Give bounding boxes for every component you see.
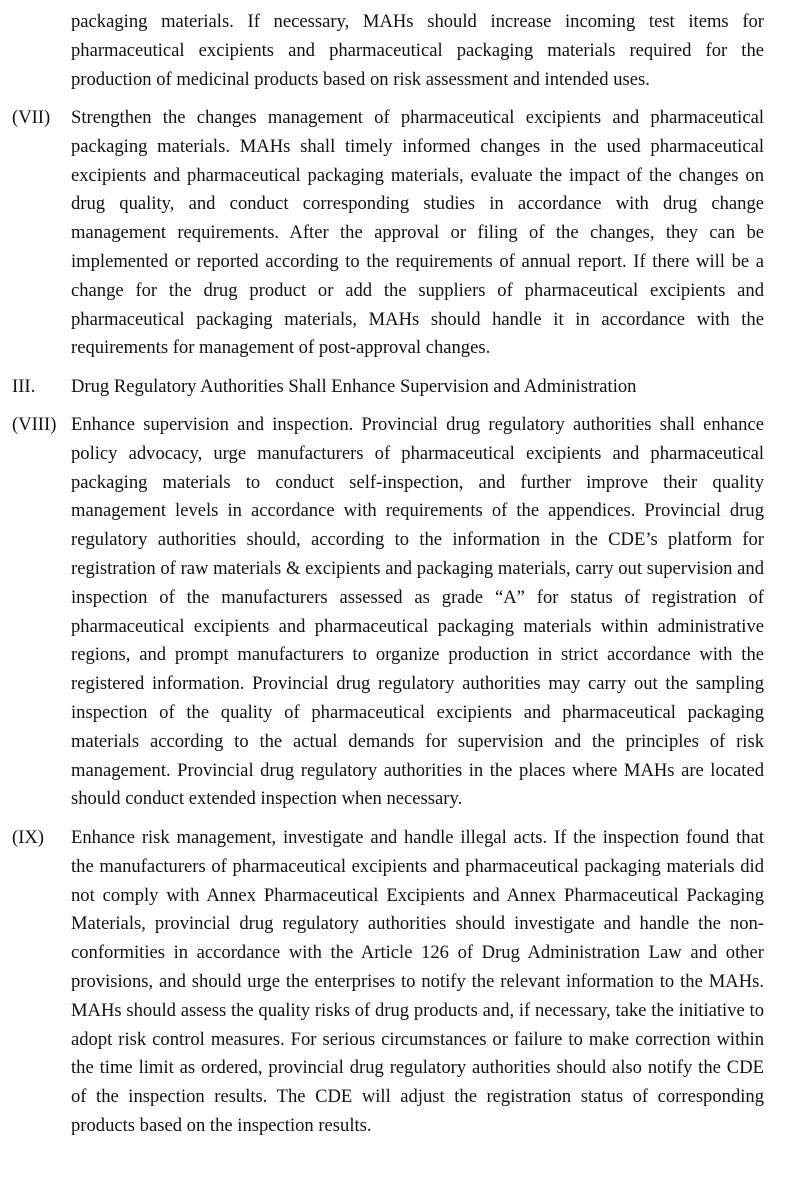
paragraph-number: (VII) [12, 107, 51, 128]
paragraph-number: (VIII) [12, 414, 57, 435]
section-number: III. [12, 376, 36, 397]
paragraph-text: Enhance supervision and inspection. Provincial drug regulatory authorities shall enhance policy advocacy, urge manufacturers of pharmaceutical excipients and pharmaceutical packaging materials to conduct self-inspection, and further improve their quality management levels in accordance with requirements of the appendices. Provincial drug regulatory authorities should, according to the information in the CDE’s platform for registration of raw materials & excipients and packaging materials, carry out supervision and inspection of the manufacturers assessed as grade “A” for status of registration of pharmaceutical excipients and pharmaceutical packaging materials within administrative regions, and prompt manufacturers to organize production in strict accordance with the registered information. Provincial drug regulatory authorities may carry out the sampling inspection of the quality of pharmaceutical excipients and pharmaceutical packaging materials according to the actual demands for supervision and the principles of risk management. Provincial drug regulatory authorities in the places where MAHs are located should conduct extended inspection when necessary. [71, 414, 764, 810]
paragraph-text: Enhance risk management, investigate and handle illegal acts. If the inspection found that the manufacturers of pharmaceutical excipients and pharmaceutical packaging materials did not comply with Annex Pharmaceutical Excipients and Annex Pharmaceutical Packaging Materials, provincial drug regulatory authorities should investigate and handle the non-conformities in accordance with the Article 126 of Drug Administration Law and other provisions, and should urge the enterprises to notify the relevant information to the MAHs. MAHs should assess the quality risks of drug products and, if necessary, take the initiative to adopt risk control measures. For serious circumstances or failure to make correction within the time limit as ordered, provincial drug regulatory authorities should also notify the CDE of the inspection results. The CDE will adjust the registration status of corresponding products based on the inspection results. [71, 827, 764, 1136]
paragraph-text: Strengthen the changes management of pharmaceutical excipients and pharmaceutical packaging materials. MAHs shall timely informed changes in the used pharmaceutical excipients and pharmaceutical packaging materials, evaluate the impact of the changes on drug quality, and conduct corresponding studies in accordance with drug change management requirements. After the approval or filing of the changes, they can be implemented or reported according to the requirements of annual report. If there will be a change for the drug product or add the suppliers of pharmaceutical excipients and pharmaceutical packaging materials, MAHs should handle it in accordance with the requirements for management of post-approval changes. [71, 107, 764, 359]
section-title: Drug Regulatory Authorities Shall Enhance Supervision and Administration [71, 376, 637, 397]
paragraph-text: packaging materials. If necessary, MAHs should increase incoming test items for pharmaceutical excipients and pharmaceutical packaging materials required for the production of medicinal products based on risk assessment and intended uses. [71, 11, 764, 90]
paragraph-number: (IX) [12, 827, 45, 848]
